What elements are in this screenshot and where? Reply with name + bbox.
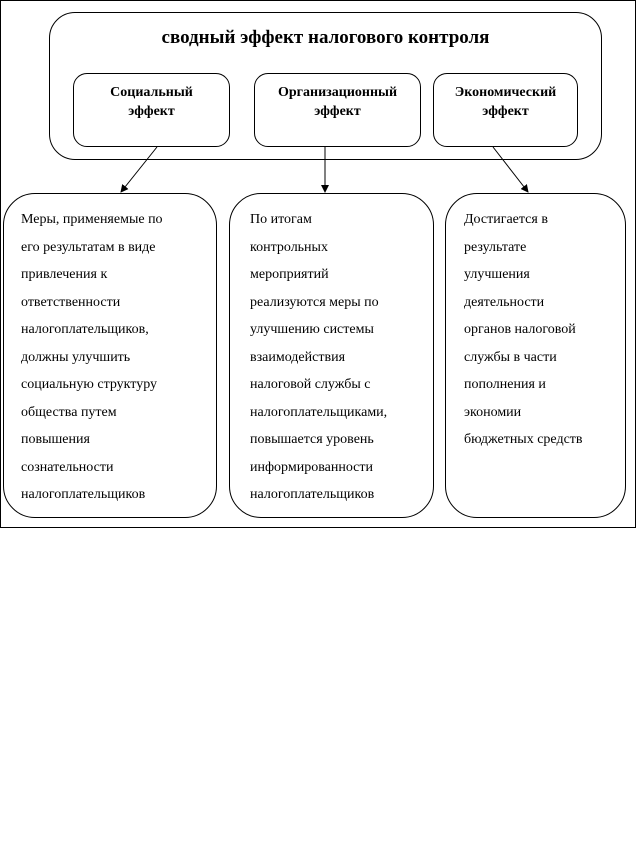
description-social-line: его результатам в виде (21, 239, 156, 255)
description-organizational-line: налогоплательщиками, (250, 404, 388, 420)
description-social (3, 193, 217, 518)
description-social-line: общества путем (21, 404, 117, 420)
description-social-line: ответственности (21, 294, 121, 310)
description-social-line: налогоплательщиков (21, 487, 146, 502)
description-economic-line: деятельности (464, 294, 545, 310)
description-economic (445, 193, 626, 518)
description-organizational-line: контрольных (250, 239, 328, 255)
diagram-title: сводный эффект налогового контроля (161, 27, 490, 48)
effect-social-label-1: Социальный (110, 85, 193, 100)
arrow-social (121, 147, 157, 192)
description-economic-line: пополнения и (464, 377, 546, 392)
description-social-line: повышения (21, 432, 90, 447)
description-economic-line: результате (464, 239, 527, 255)
description-organizational-line: улучшению системы (250, 322, 374, 337)
arrow-economic (493, 147, 528, 192)
description-social-line: налогоплательщиков, (21, 322, 149, 337)
effect-economic-label-2: эффект (482, 104, 529, 119)
description-organizational-line: налогоплательщиков (250, 487, 375, 502)
effect-social-label-2: эффект (128, 104, 175, 119)
description-economic-line: улучшения (464, 267, 530, 282)
description-economic-line: органов налоговой (464, 322, 576, 337)
description-social-line: привлечения к (21, 267, 108, 282)
description-organizational-line: налоговой службы с (250, 377, 371, 392)
effect-organizational-label-2: эффект (314, 104, 361, 119)
description-organizational-line: повышается уровень (250, 432, 374, 447)
description-social-line: сознательности (21, 459, 114, 475)
description-social-line: социальную структуру (21, 377, 158, 392)
effect-organizational-label-1: Организационный (277, 85, 398, 100)
description-organizational-line: информированности (250, 459, 373, 475)
description-social-line: должны улучшить (21, 349, 131, 365)
description-organizational-line: По итогам (250, 212, 312, 227)
description-organizational-line: реализуются меры по (250, 294, 379, 310)
description-social-line: Меры, применяемые по (21, 212, 163, 227)
description-organizational-line: мероприятий (250, 267, 329, 282)
description-organizational (229, 193, 434, 518)
description-organizational-line: взаимодействия (250, 349, 346, 365)
description-economic-line: бюджетных средств (464, 432, 583, 447)
effect-economic-label-1: Экономический (454, 85, 557, 100)
description-economic-line: экономии (464, 404, 522, 420)
description-economic-line: Достигается в (464, 212, 548, 227)
description-economic-line: службы в части (464, 349, 557, 365)
